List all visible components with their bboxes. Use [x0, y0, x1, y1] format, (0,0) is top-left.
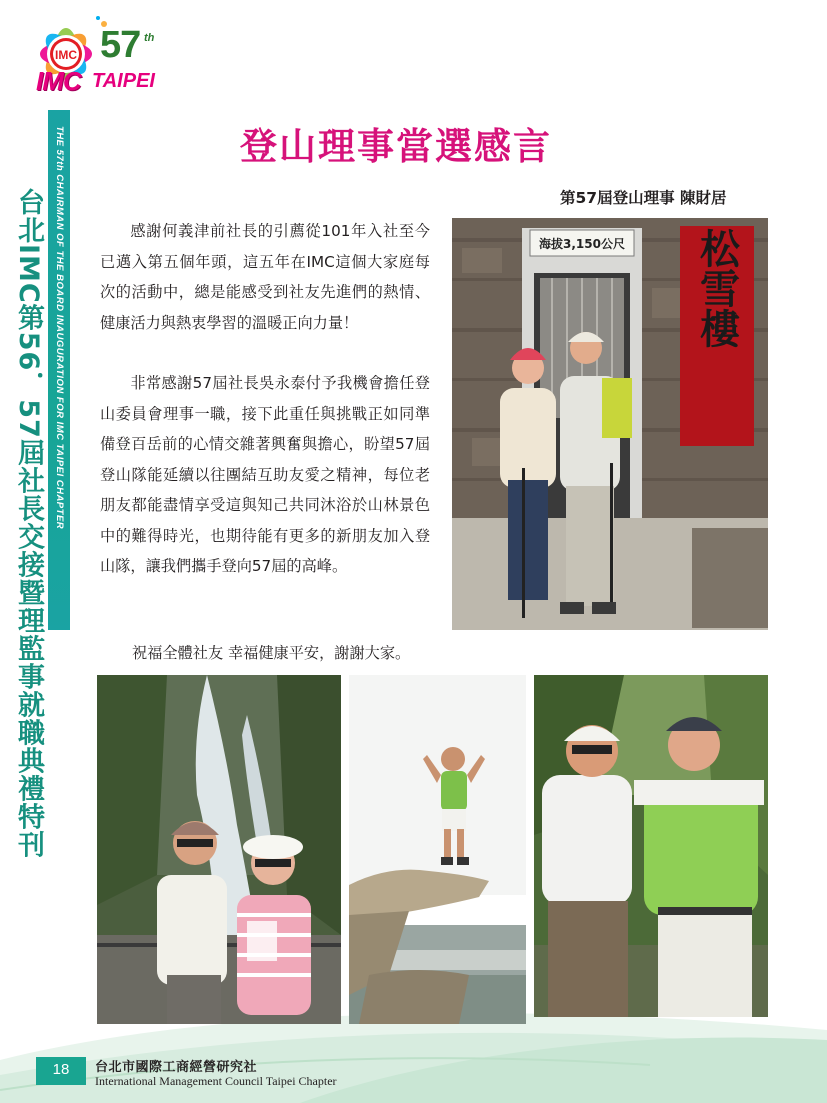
article-paragraph-2: [100, 368, 430, 582]
article-title: 登山理事當選感言: [240, 125, 552, 168]
article-paragraph-1: [100, 216, 430, 338]
photo-couple-songxue-lodge: [452, 218, 768, 630]
hut-sign-text: 松雪樓: [693, 228, 741, 348]
footer-organization-english: International Management Council Taipei Chapter: [95, 1074, 337, 1088]
article-author: 第57屆登山理事 陳財居: [560, 189, 727, 207]
photo-waterfall-couple: [97, 675, 341, 1024]
imc-57th-logo: [8, 8, 178, 108]
logo-number: 57: [100, 24, 141, 66]
vertical-publication-title: 台北IMC第56．57屆社長交接暨理監事就職典禮特刊: [13, 188, 44, 859]
photo-two-hikers: [534, 675, 768, 1017]
footer-organization-chinese: 台北市國際工商經營研究社: [95, 1060, 258, 1075]
paragraph-1-text: 感謝何義津前社長的引薦從101年入社至今已邁入第五個年頭，這五年在IMC這個大家庭每次的活動中，總是能感受到社友先進們的熱情、健康活力與熱衷學習的溫暖正向力量！: [100, 222, 430, 332]
photo-jumping-on-rock: [349, 675, 526, 1024]
page-number: 18: [52, 1061, 70, 1078]
logo-imc-text: IMC: [36, 66, 81, 96]
logo-city-text: TAIPEI: [92, 70, 155, 92]
article-closing: 祝福全體社友 幸福健康平安，謝謝大家。: [132, 644, 411, 662]
logo-ordinal: th: [144, 32, 155, 44]
elevation-sign-text: 海拔3,150公尺: [539, 237, 625, 251]
logo-badge-text: IMC: [55, 48, 77, 62]
side-band-english-text: THE 57th CHAIRMAN OF THE BOARD INAUGURATION FOR IMC TAIPEI CHAPTER: [54, 126, 65, 530]
paragraph-2-text: 非常感謝57屆社長吳永泰付予我機會擔任登山委員會理事一職，接下此重任與挑戰正如同準備登百岳前的心情交雜著興奮與擔心，盼望57屆登山隊能延續以往團結互助友愛之精神，每位老朋友都能盡情享受這與知己共同沐浴於山林景色中的難得時光，也期待能有更多的新朋友加入登山隊，讓我們攜手登向57屆的高峰。: [100, 374, 430, 575]
